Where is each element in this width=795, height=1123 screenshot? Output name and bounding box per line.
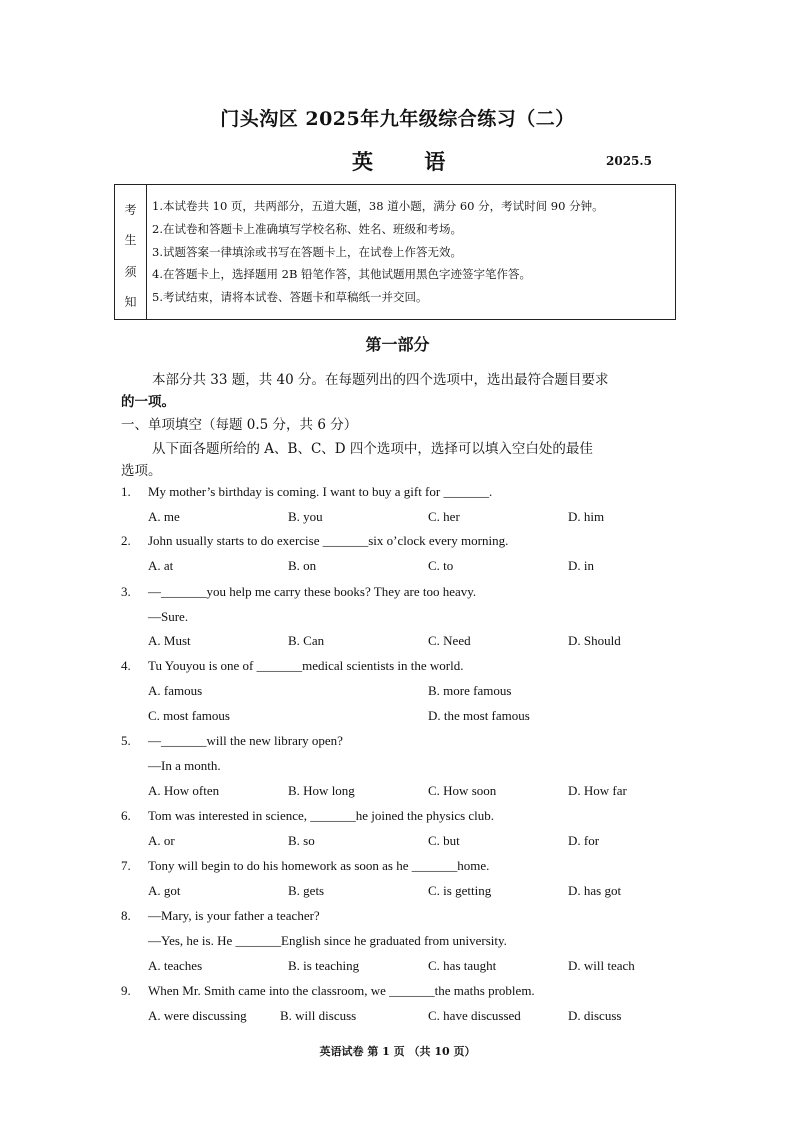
option-c: C. most famous bbox=[148, 708, 230, 723]
option-b: B. so bbox=[288, 833, 315, 848]
option-c: C. How soon bbox=[428, 783, 497, 798]
notice-item: 5.考试结束，请将本试卷、答题卡和草稿纸一并交回。 bbox=[152, 290, 428, 304]
question-number: 4. bbox=[121, 658, 131, 673]
page-footer: 英语试卷 第 1 页 （共 10 页） bbox=[319, 1045, 476, 1058]
notice-label-char: 须 bbox=[124, 265, 137, 279]
option-a: A. How often bbox=[148, 783, 220, 798]
option-a: A. were discussing bbox=[148, 1008, 247, 1023]
question-number: 7. bbox=[121, 858, 131, 873]
notice-item: 2.在试卷和答题卡上准确填写学校名称、姓名、班级和考场。 bbox=[152, 222, 462, 236]
option-d: D. will teach bbox=[568, 958, 635, 973]
option-d: D. the most famous bbox=[428, 708, 530, 723]
option-c: C. is getting bbox=[428, 883, 492, 898]
question-number: 9. bbox=[121, 983, 131, 998]
exam-date: 2025.5 bbox=[606, 154, 652, 168]
question-number: 5. bbox=[121, 733, 131, 748]
option-c: C. have discussed bbox=[428, 1008, 521, 1023]
option-a: A. Must bbox=[148, 633, 191, 648]
option-d: D. How far bbox=[568, 783, 627, 798]
option-c: C. to bbox=[428, 558, 454, 573]
option-d: D. has got bbox=[568, 883, 622, 898]
option-d: D. for bbox=[568, 833, 600, 848]
question-number: 2. bbox=[121, 533, 131, 548]
option-c: C. her bbox=[428, 509, 460, 524]
option-b: B. How long bbox=[288, 783, 355, 798]
part-intro-line2: 的一项。 bbox=[121, 394, 175, 410]
question-stem: When Mr. Smith came into the classroom, we _______the maths problem. bbox=[148, 983, 535, 998]
option-a: A. famous bbox=[148, 683, 203, 698]
exam-title: 门头沟区 2025年九年级综合练习（二） bbox=[220, 108, 575, 130]
option-b: B. will discuss bbox=[280, 1008, 357, 1023]
option-a: A. me bbox=[148, 509, 180, 524]
option-d: D. discuss bbox=[568, 1008, 622, 1023]
section-instruction-line1: 从下面各题所给的 A、B、C、D 四个选项中，选择可以填入空白处的最佳 bbox=[152, 441, 593, 457]
question-stem: My mother’s birthday is coming. I want to buy a gift for _______. bbox=[148, 484, 493, 499]
question-number: 1. bbox=[121, 484, 131, 499]
question-stem: —Mary, is your father a teacher? bbox=[148, 908, 320, 923]
option-d: D. him bbox=[568, 509, 605, 524]
notice-label-char: 知 bbox=[124, 295, 137, 309]
option-c: C. but bbox=[428, 833, 460, 848]
option-c: C. Need bbox=[428, 633, 471, 648]
option-d: D. Should bbox=[568, 633, 621, 648]
subject-title: 英 语 bbox=[352, 149, 468, 174]
question-stem: —_______will the new library open? bbox=[148, 733, 343, 748]
notice-label-char: 生 bbox=[124, 233, 137, 247]
option-c: C. has taught bbox=[428, 958, 497, 973]
notice-box bbox=[114, 184, 676, 320]
option-b: B. more famous bbox=[428, 683, 512, 698]
section-instruction-line2: 选项。 bbox=[121, 463, 162, 479]
option-d: D. in bbox=[568, 558, 594, 573]
section-title: 一、单项填空（每题 0.5 分，共 6 分） bbox=[121, 417, 358, 433]
notice-item: 1.本试卷共 10 页，共两部分，五道大题，38 道小题，满分 60 分，考试时间 90 分钟。 bbox=[152, 199, 604, 213]
option-b: B. gets bbox=[288, 883, 325, 898]
question-stem: Tom was interested in science, _______he joined the physics club. bbox=[148, 808, 495, 823]
question-number: 8. bbox=[121, 908, 131, 923]
question-number: 6. bbox=[121, 808, 131, 823]
part-intro-line1: 本部分共 33 题，共 40 分。在每题列出的四个选项中，选出最符合题目要求 bbox=[152, 372, 609, 388]
notice-label-column bbox=[115, 185, 147, 319]
notice-item: 4.在答题卡上，选择题用 2B 铅笔作答，其他试题用黑色字迹签字笔作答。 bbox=[152, 267, 532, 281]
option-a: A. teaches bbox=[148, 958, 203, 973]
option-a: A. got bbox=[148, 883, 181, 898]
question-stem: Tu Youyou is one of _______medical scientists in the world. bbox=[148, 658, 464, 673]
question-stem-line2: —In a month. bbox=[148, 758, 221, 773]
option-b: B. is teaching bbox=[288, 958, 360, 973]
notice-item: 3.试题答案一律填涂或书写在答题卡上，在试卷上作答无效。 bbox=[152, 245, 462, 259]
option-b: B. on bbox=[288, 558, 317, 573]
question-stem: Tony will begin to do his homework as soon as he _______home. bbox=[148, 858, 490, 873]
notice-label-char: 考 bbox=[124, 203, 137, 217]
option-b: B. Can bbox=[288, 633, 325, 648]
question-stem-line2: —Sure. bbox=[148, 609, 189, 624]
option-b: B. you bbox=[288, 509, 323, 524]
question-number: 3. bbox=[121, 584, 131, 599]
question-stem: —_______you help me carry these books? They are too heavy. bbox=[148, 584, 477, 599]
part-title: 第一部分 bbox=[365, 335, 430, 354]
option-a: A. or bbox=[148, 833, 175, 848]
option-a: A. at bbox=[148, 558, 174, 573]
question-stem-line2: —Yes, he is. He _______English since he graduated from university. bbox=[148, 933, 507, 948]
question-stem: John usually starts to do exercise _______six o’clock every morning. bbox=[148, 533, 509, 548]
